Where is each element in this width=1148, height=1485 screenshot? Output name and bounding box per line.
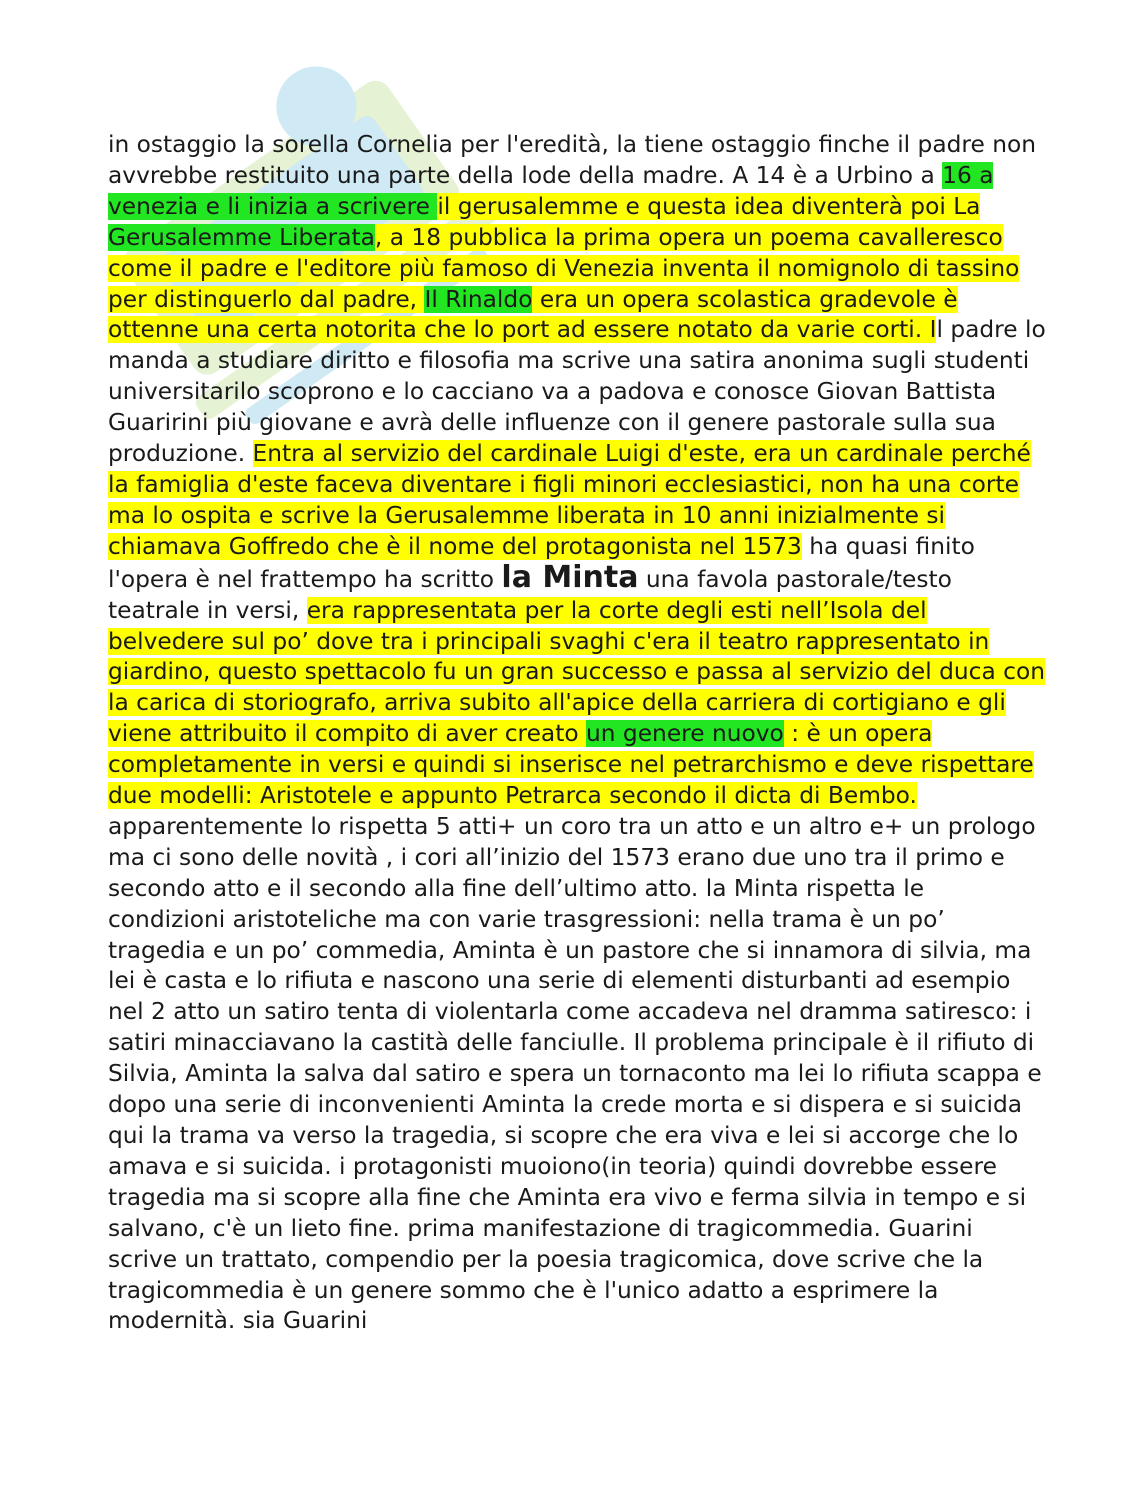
- text-segment: ha quasi finito l'opera è nel frattempo ha scritto: [108, 532, 975, 593]
- highlight-yellow: Entra al servizio del cardinale Luigi d'este, era un cardinale perché la famiglia d'este faceva diventare i figli minori ecclesiastici, non ha una corte ma lo ospita e scrive la Gerusalemme liberata in 10 anni inizialmente si chiamava Goffredo che è il nome del protagonista nel 1573: [108, 440, 1031, 560]
- document-body: [108, 130, 1048, 1337]
- text-segment: l padre lo manda a studiare diritto e filosofia ma scrive una satira anonima sugli studenti universitarilo scoprono e lo cacciano va a padova e conosce Giovan Battista Guaririni più giovane e avrà delle influenze con il genere pastorale sulla sua produzione.: [108, 316, 1046, 468]
- highlight-green: Il Rinaldo: [424, 285, 533, 313]
- text-segment: in ostaggio la sorella Cornelia per l'eredità, la tiene ostaggio finche il padre non avvrebbe restituito una parte della lode della madre. A 14 è a Urbino a: [108, 131, 1036, 189]
- highlight-yellow: era rappresentata per la corte degli esti nell’Isola del belvedere sul po’ dove tra i principali svaghi c'era il teatro rappresentato in giardino, questo spettacolo fu un gran successo e passa al servizio del duca con la carica di storiografo, arriva subito all'apice della carriera di cortigiano e gli viene attribuito il compito di aver creato: [108, 596, 1045, 748]
- text-segment: una favola pastorale/testo teatrale in versi,: [108, 565, 952, 624]
- text-segment: apparentemente lo rispetta 5 atti+ un coro tra un atto e un altro e+ un prologo ma ci sono delle novità , i cori all’inizio del 1573 erano due uno tra il primo e secondo atto e il secondo alla fine dell’ultimo atto. la Minta rispetta le condizioni aristoteliche ma con varie trasgressioni: nella trama è un po’ tragedia e un po’ commedia, Aminta è un pastore che si innamora di silvia, ma lei è casta e lo rifiuta e nascono una serie di elementi disturbanti ad esempio nel 2 atto un satiro tenta di violentarla come accadeva nel dramma satiresco: i satiri minacciavano la castità delle fanciulle. Il problema principale è il rifiuto di Silvia, Aminta la salva dal satiro e spera un tornaconto ma lei lo rifiuta scappa e dopo una serie di inconvenienti Aminta la crede morta e si dispera e si suicida qui la trama va verso la tragedia, si scopre che era viva e lei si accorge che lo amava e si suicida. i protagonisti muoiono(in teoria) quindi dovrebbe essere tragedia ma si scopre alla fine che Aminta era vivo e ferma silvia in tempo e si salvano, c'è un lieto fine. prima manifestazione di tragicommedia. Guarini scrive un trattato, compendio per la poesia tragicomica, dove scrive che la tragicommedia è un genere sommo che è l'unico adatto a esprimere la modernità. sia Guarini: [108, 812, 1042, 1335]
- highlight-green: un genere nuovo: [586, 720, 784, 748]
- highlight-yellow: , a 18 pubblica la prima opera un poema cavalleresco come il padre e l'editore più famoso di Venezia inventa il nomignolo di tassino per distinguerlo dal padre,: [108, 223, 1020, 313]
- highlight-yellow: era un opera scolastica gradevole è ottenne una certa notorita che lo port ad essere notato da varie corti. I: [108, 285, 958, 344]
- highlight-green: 16 a venezia e li inizia a scrivere: [108, 161, 994, 220]
- emphasized-title: la Minta: [501, 559, 639, 595]
- highlight-green: Gerusalemme Liberata: [108, 223, 375, 251]
- highlight-yellow: il gerusalemme e questa idea diventerà poi La: [437, 192, 981, 220]
- highlight-yellow: : è un opera completamente in versi e quindi si inserisce nel petrarchismo e deve rispettare due modelli: Aristotele e appunto Petrarca secondo il dicta di Bembo.: [108, 720, 1034, 810]
